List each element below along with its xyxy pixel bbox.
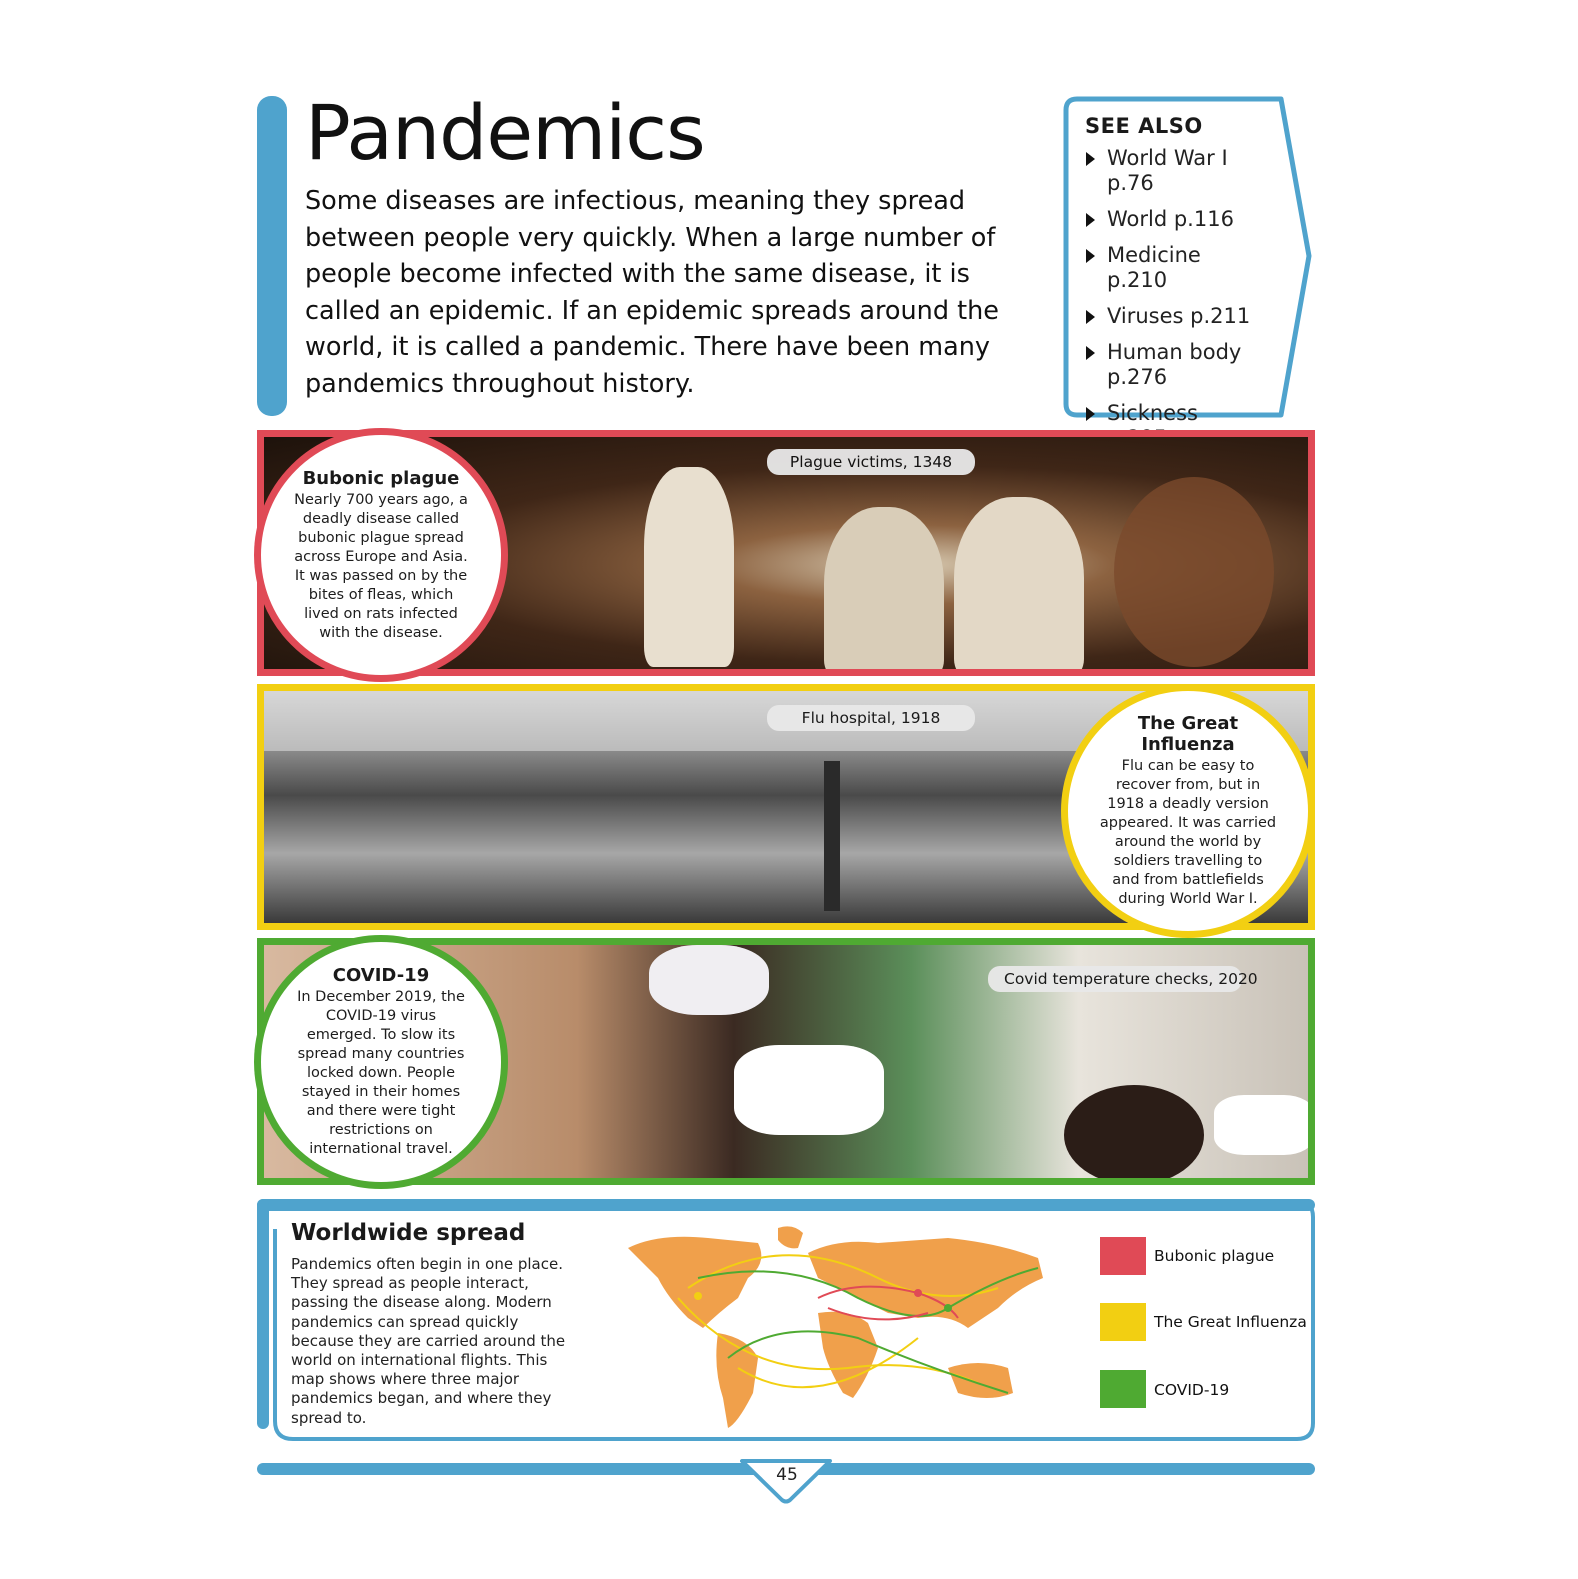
photo-caption: Flu hospital, 1918 bbox=[767, 705, 975, 731]
photo-caption: Covid temperature checks, 2020 bbox=[988, 966, 1242, 992]
child-hair bbox=[1064, 1085, 1204, 1185]
section-heading: COVID-19 bbox=[332, 965, 430, 986]
legend-label: Bubonic plague bbox=[1154, 1247, 1275, 1265]
painting-figure bbox=[954, 497, 1084, 676]
see-also-link[interactable]: World War I p.76 bbox=[1084, 146, 1264, 196]
section-text: Flu can be easy to recover from, but in 1918 a deadly version appeared. It was carried around the world by soldiers travelling to and from battlefields during World War I. bbox=[1099, 758, 1277, 907]
section-text: In December 2019, the COVID-19 virus emerged. To slow its spread many countries locked down. People stayed in their homes and there were tight restrictions on international travel. bbox=[297, 989, 465, 1157]
legend-swatch-plague bbox=[1100, 1237, 1146, 1275]
page-title: Pandemics bbox=[305, 88, 705, 177]
legend-label: COVID-19 bbox=[1154, 1381, 1230, 1399]
face-mask bbox=[734, 1045, 884, 1135]
intro-paragraph: Some diseases are infectious, meaning they spread between people very quickly. When a large number of people become infected with the same disease, it is called an epidemic. If an epidemic spreads around the world, it is called a pandemic. There have been many pandemics throughout history. bbox=[305, 186, 999, 399]
continents bbox=[628, 1226, 1043, 1428]
info-circle-covid bbox=[254, 935, 508, 1189]
section-text: Nearly 700 years ago, a deadly disease called bubonic plague spread across Europe and Asia. It was passed on by the bites of fleas, which lived on rats infected with the disease. bbox=[294, 491, 468, 641]
photo-caption: Plague victims, 1348 bbox=[767, 449, 975, 475]
painting-figure bbox=[644, 467, 734, 667]
title-accent-bar bbox=[257, 96, 287, 416]
see-also-list bbox=[1084, 146, 1264, 462]
see-also-link[interactable]: Human body p.276 bbox=[1084, 340, 1264, 390]
legend-swatch-flu bbox=[1100, 1303, 1146, 1341]
spread-text: Pandemics often begin in one place. They spread as people interact, passing the disease along. Modern pandemics can spread quickly because they are carried around the world on international flights. This map shows where three major pandemics began, and where they spread to. bbox=[291, 1255, 566, 1427]
painting-figure bbox=[824, 507, 944, 676]
photo-aisle bbox=[824, 761, 840, 911]
thermometer bbox=[649, 945, 769, 1015]
face-mask bbox=[1214, 1095, 1314, 1155]
see-also-link[interactable]: World p.116 bbox=[1084, 207, 1264, 232]
info-circle-flu bbox=[1061, 684, 1315, 938]
see-also-link[interactable]: Sickness bbox=[1084, 401, 1264, 451]
painting-crowd bbox=[1114, 477, 1274, 667]
info-circle-plague bbox=[254, 428, 508, 682]
world-map bbox=[618, 1218, 1058, 1438]
see-also-link[interactable]: Viruses p.211 bbox=[1084, 304, 1264, 329]
legend-label: The Great Influenza bbox=[1154, 1313, 1307, 1331]
legend-swatch-covid bbox=[1100, 1370, 1146, 1408]
section-heading: Bubonic plague bbox=[302, 467, 460, 489]
see-also-heading: SEE ALSO bbox=[1085, 114, 1203, 138]
see-also-link[interactable]: Medicine p.210 bbox=[1084, 243, 1264, 293]
page-number: 45 bbox=[776, 1465, 798, 1485]
spread-heading: Worldwide spread bbox=[291, 1220, 526, 1246]
section-heading: The Great Influenza bbox=[1137, 713, 1239, 755]
